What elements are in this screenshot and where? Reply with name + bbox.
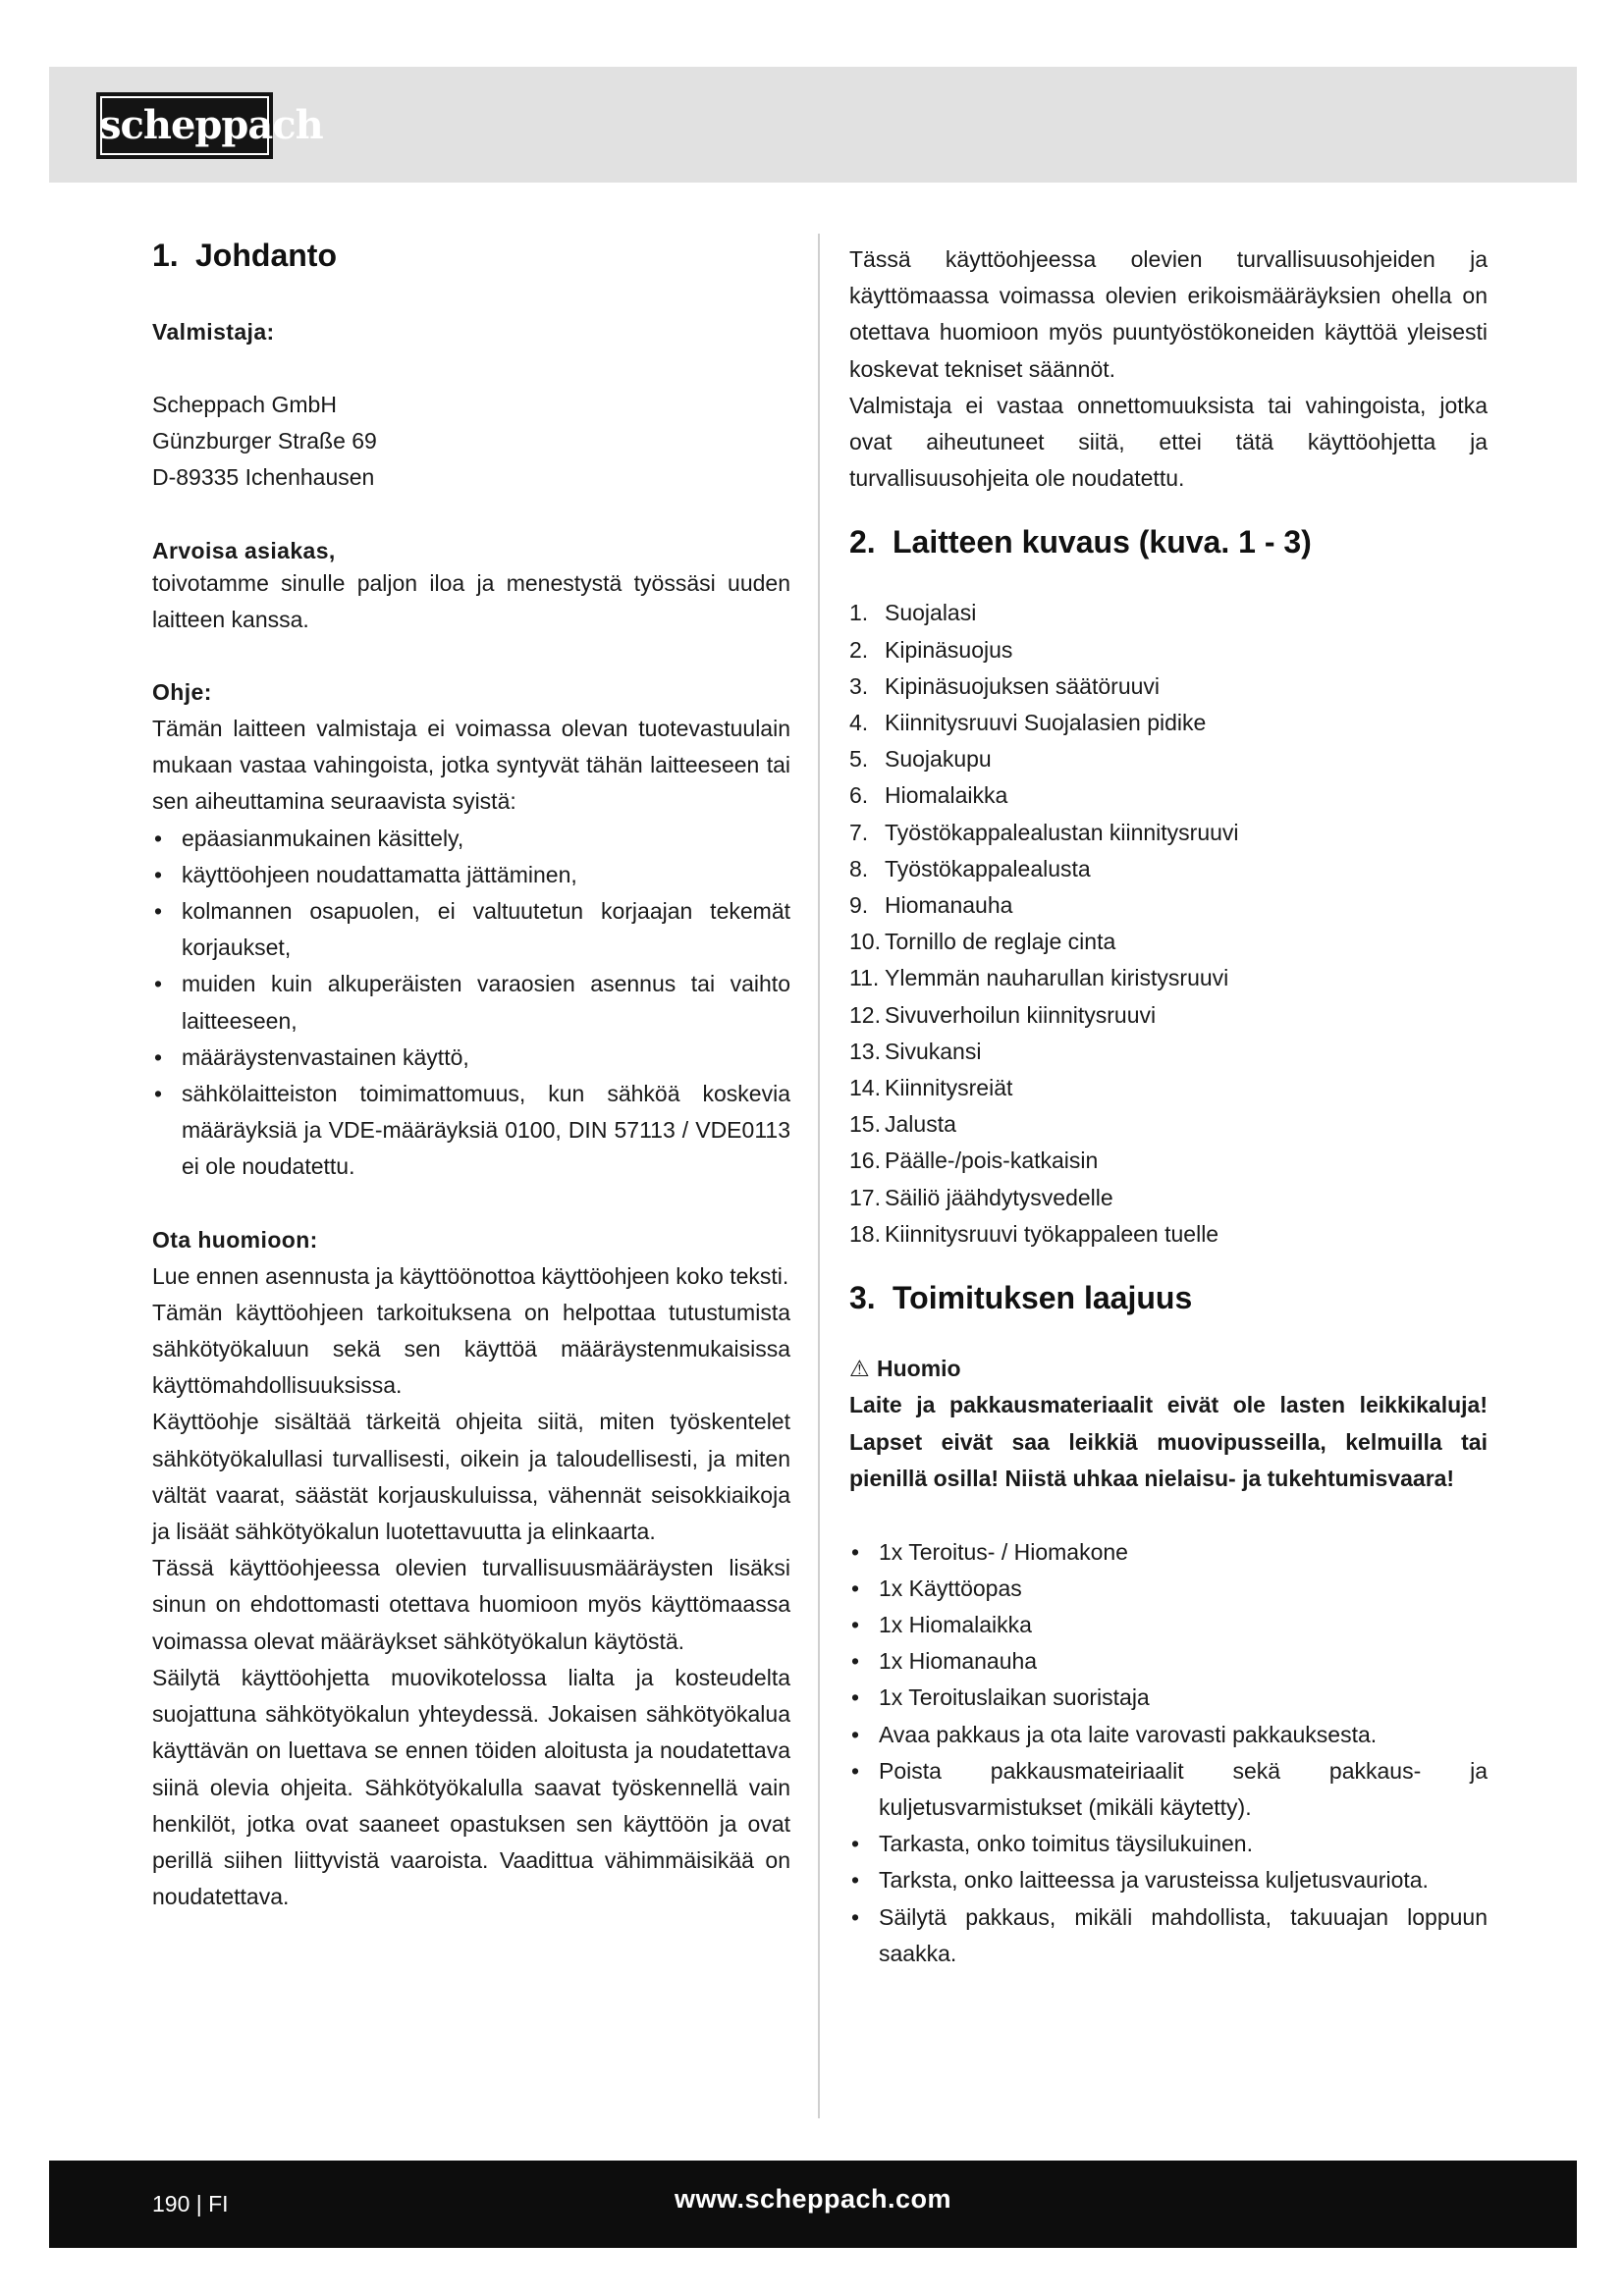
list-item: 2. Kipinäsuojus [849,636,1013,663]
address-line-2: Günzburger Straße 69 [152,428,377,454]
section-3-title: Toimituksen laajuus [893,1280,1193,1316]
section-2-title: Laitteen kuvaus (kuva. 1 - 3) [893,524,1312,561]
list-item: • 1x Käyttöopas [851,1575,1022,1601]
list-item: 12. Sivuverhoilun kiinnitysruuvi [849,1001,1157,1028]
page-number: 190 | FI [152,2191,229,2216]
list-item: 4. Kiinnitysruuvi Suojalasien pidike [849,710,1207,736]
attention-label: Ota huomioon: [152,1226,318,1253]
section-1-number: 1. [152,238,179,273]
list-item: 5. Suojakupu [849,746,992,773]
list-item: • määräystenvastainen käyttö, [154,1043,469,1070]
list-item: • epäasianmukainen käsittely, [154,825,464,851]
list-item: • sähkölaitteiston toimimattomuus, kun sähköä koskevia määräyksiä ja VDE-määräyksiä 0100, DIN 57113 / VDE0113 ei ole noudatettu. [154,1081,790,1180]
section-3-number: 3. [849,1280,876,1316]
dear-customer-label: Arvoisa asiakas, [152,537,336,563]
footer-band [49,2161,1577,2248]
list-item: • Poista pakkausmateiriaalit sekä pakkaus- ja kuljetusvarmistukset (mikäli käytetty). [851,1757,1488,1820]
dear-customer-text: toivotamme sinulle paljon iloa ja menestystä työssäsi uuden laitteen kanssa. [152,569,790,632]
left-column [152,236,790,1915]
continued-paragraph: Tässä käyttöohjeessa olevien turvallisuusohjeiden ja käyttömaassa voimassa olevien erikoismääräyksien ohella on otettava huomioon myös puuntyöstökoneiden käyttöä yleisesti koskevat tekniset säännöt. [849,246,1488,382]
section-3-heading [849,1278,1488,1317]
device-parts-list [849,595,1488,1253]
list-item: • Säilytä pakkaus, mikäli mahdollista, takuuajan loppuun saakka. [851,1903,1488,1966]
attention-paragraph: Tässä käyttöohjeessa olevien turvallisuusmääräysten lisäksi sinun on ehdottomasti otettava huomioon myös käyttömaassa voimassa olevat määräykset sähkötyökalun käytöstä. [152,1555,790,1654]
warning-heading [849,1351,1488,1387]
header-band [49,67,1577,183]
warning-label: Huomio [877,1356,961,1382]
website-link[interactable]: www.scheppach.com [674,2184,952,2214]
section-1-heading [152,236,790,275]
list-item: 3. Kipinäsuojuksen säätöruuvi [849,672,1161,699]
list-item: 13. Sivukansi [849,1038,982,1064]
list-item: • 1x Teroituslaikan suoristaja [851,1684,1150,1711]
list-item: 17. Säiliö jäähdytysvedelle [849,1184,1113,1210]
list-item: • käyttöohjeen noudattamatta jättäminen, [154,861,577,887]
attention-paragraph: Käyttöohje sisältää tärkeitä ohjeita siitä, miten työskentelet sähkötyökalullasi turvallisesti, oikein ja taloudellisesti, ja miten vältät vaarat, säästät korjauskuluissa, vähennät seisokkiaikoja ja lisäät sähkötyökalun luotettavuutta ja elinkaarta. [152,1409,790,1545]
continued-paragraph: Valmistaja ei vastaa onnettomuuksista tai vahingoista, jotka ovat aiheutuneet siitä, ettei tätä käyttöohjetta ja turvallisuusohjeita ole noudatettu. [849,392,1488,492]
list-item: • 1x Hiomalaikka [851,1611,1032,1637]
list-item: 10. Tornillo de reglaje cinta [849,929,1116,955]
address-line-3: D-89335 Ichenhausen [152,464,375,491]
attention-paragraph: Säilytä käyttöohjetta muovikotelossa lialta ja kosteudelta suojattuna sähkötyökalun yhteydessä. Jokaisen sähkötyökalua käyttävän on luettava se ennen töiden aloitusta ja noudatettava siinä olevia ohjeita. Sähkötyökalulla saavat työskennellä vain henkilöt, jotka ovat saaneet opastuksen sen käyttöön ja ovat perillä siihen liittyvistä vaaroista. Vaadittua vähimmäisikää on noudatettava. [152,1664,790,1910]
list-item: • Avaa pakkaus ja ota laite varovasti pakkauksesta. [851,1721,1378,1747]
list-item: • muiden kuin alkuperäisten varaosien asennus tai vaihto laitteeseen, [154,971,790,1034]
list-item: 1. Suojalasi [849,600,977,626]
note-label: Ohje: [152,679,212,706]
list-item: • Tarksta, onko laitteessa ja varusteissa kuljetusvauriota. [851,1867,1429,1894]
attention-paragraph: Lue ennen asennusta ja käyttöönottoa käyttöohjeen koko teksti. [152,1262,789,1289]
list-item: 11. Ylemmän nauharullan kiristysruuvi [849,965,1229,991]
list-item: 6. Hiomalaikka [849,782,1008,809]
scheppach-logo: scheppach [96,92,273,159]
list-item: 16. Päälle-/pois-katkaisin [849,1148,1099,1174]
section-2-number: 2. [849,524,876,561]
list-item: • kolmannen osapuolen, ei valtuutetun korjaajan tekemät korjaukset, [154,898,790,961]
list-item: 18. Kiinnitysruuvi työkappaleen tuelle [849,1220,1219,1247]
section-2-heading [849,522,1488,561]
note-bullet-list [152,821,790,1186]
list-item: 15. Jalusta [849,1111,956,1138]
attention-paragraph: Tämän käyttöohjeen tarkoituksena on helpottaa tutustumista sähkötyökaluun sekä sen käyttöä määräystenmukaisissa käyttömahdollisuuksissa. [152,1299,790,1399]
list-item: • 1x Teroitus- / Hiomakone [851,1538,1128,1565]
list-item: • Tarkasta, onko toimitus täysilukuinen. [851,1831,1253,1857]
scope-of-delivery-list [849,1534,1488,1972]
list-item: 14. Kiinnitysreiät [849,1075,1013,1101]
manufacturer-label: Valmistaja: [152,319,275,345]
right-column [849,241,1488,1972]
column-divider [818,234,820,2118]
address-line-1: Scheppach GmbH [152,392,337,417]
note-text: Tämän laitteen valmistaja ei voimassa olevan tuotevastuulain mukaan vastaa vahingoista, jotka syntyvät tähän laitteeseen tai sen aiheuttamina seuraavista syistä: [152,716,790,815]
list-item: • 1x Hiomanauha [851,1648,1038,1675]
warning-text: Laite ja pakkausmateriaalit eivät ole lasten leikkikaluja! Lapset eivät saa leikkiä muovipusseilla, kelmuilla tai pienillä osilla! Niistä uhkaa nielaisu- ja tukehtumisvaara! [849,1392,1488,1492]
list-item: 8. Työstökappalealusta [849,855,1091,881]
list-item: 9. Hiomanauha [849,892,1013,919]
section-1-title: Johdanto [195,238,337,273]
list-item: 7. Työstökappalealustan kiinnitysruuvi [849,819,1239,845]
warning-triangle-icon: ⚠ [849,1356,870,1382]
